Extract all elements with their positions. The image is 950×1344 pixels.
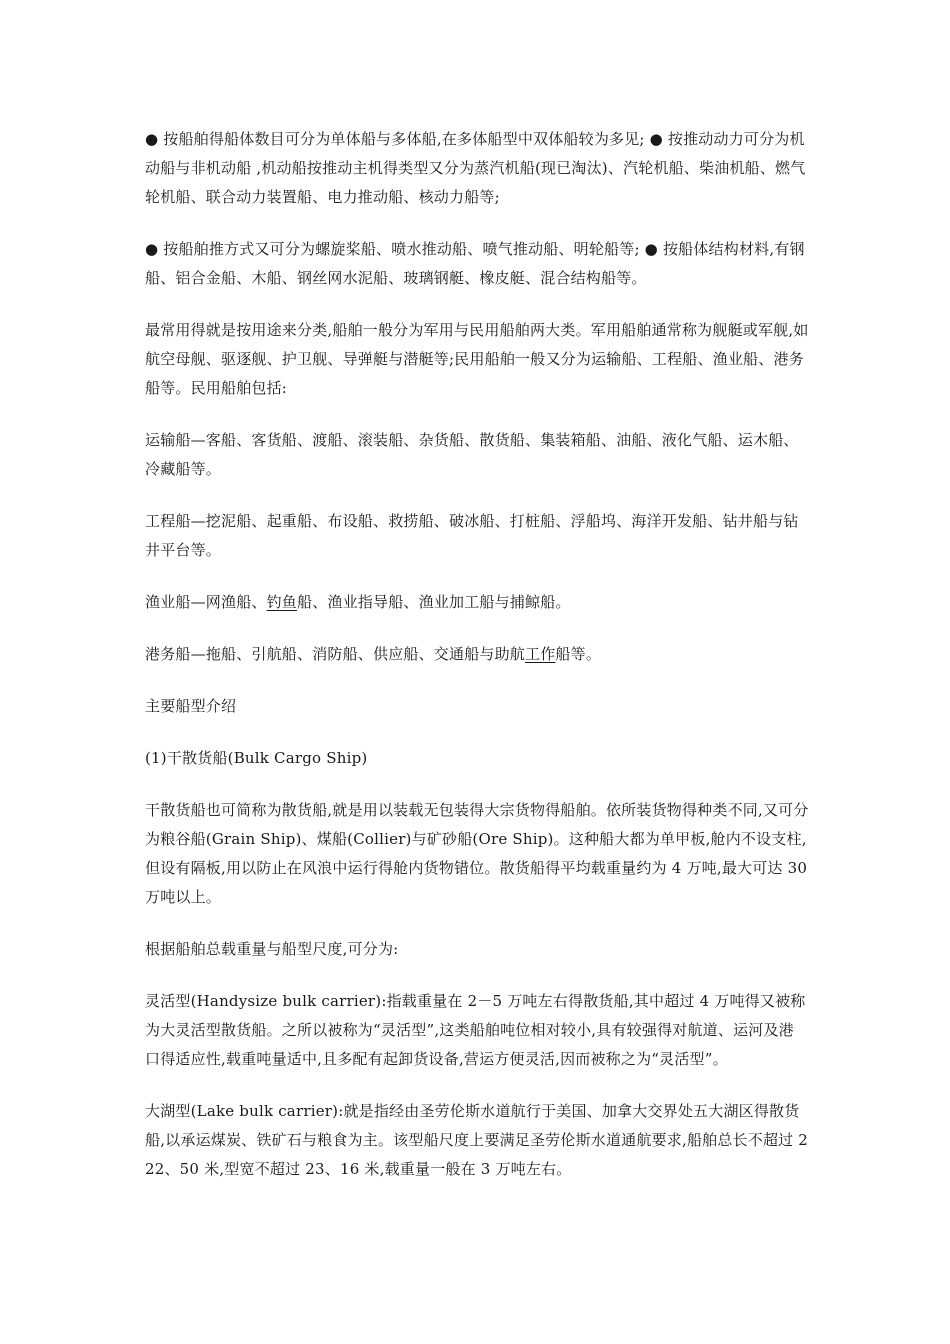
paragraph-bulk-cargo-definition: 干散货船也可简称为散货船,就是用以装载无包装得大宗货物得船舶。依所装货物得种类不同,又可分为粮谷船(Grain Ship)、煤船(Collier)与矿砂船(Ore Ship)。这种船大都为单甲板,舱内不设支柱,但设有隔板,用以防止在风浪中运行得舱内货物错位。散货船得平均载重量约为 4 万吨,最大可达 30 万吨以上。 <box>145 801 809 906</box>
fishing-text-before: 渔业船—网渔船、 <box>145 593 267 611</box>
fishing-text-after: 船、渔业指导船、渔业加工船与捕鲸船。 <box>297 593 571 611</box>
section-heading: 主要船型介绍 <box>145 697 237 715</box>
paragraph-size-classification: 根据船舶总载重量与船型尺度,可分为: <box>145 940 399 958</box>
harbor-underlined-link[interactable]: 工作 <box>525 645 556 663</box>
paragraph-harbor-ships <box>145 640 809 669</box>
paragraph-classification-propulsion-material: ● 按船舶推方式又可分为螺旋桨船、喷水推动船、喷气推动船、明轮船等; ● 按船体结构材料,有钢船、铝合金船、木船、钢丝网水泥船、玻璃钢艇、橡皮艇、混合结构船等。 <box>145 240 805 287</box>
paragraph-classification-hull-power: ● 按船舶得船体数目可分为单体船与多体船,在多体船型中双体船较为多见; ● 按推动动力可分为机动船与非机动船 ,机动船按推动主机得类型又分为蒸汽机船(现已淘汰)、汽轮机船、柴油机船、燃气轮机船、联合动力装置船、电力推动船、核动力船等; <box>145 130 806 206</box>
subheading-bulk-cargo: (1)干散货船(Bulk Cargo Ship) <box>145 749 368 767</box>
paragraph-classification-usage: 最常用得就是按用途来分类,船舶一般分为军用与民用船舶两大类。军用船舶通常称为舰艇或军舰,如航空母舰、驱逐舰、护卫舰、导弹艇与潜艇等;民用船舶一般又分为运输船、工程船、渔业船、港务船等。民用船舶包括: <box>145 321 809 397</box>
paragraph-transport-ships: 运输船—客船、客货船、渡船、滚装船、杂货船、散货船、集装箱船、油船、液化气船、运木船、冷藏船等。 <box>145 431 799 478</box>
document-body <box>145 125 809 1207</box>
paragraph-lake-carrier: 大湖型(Lake bulk carrier):就是指经由圣劳伦斯水道航行于美国、加拿大交界处五大湖区得散货船,以承运煤炭、铁矿石与粮食为主。该型船尺度上要满足圣劳伦斯水道通航要求,船舶总长不超过 222、50 米,型宽不超过 23、16 米,载重量一般在 3 万吨左右。 <box>145 1102 809 1178</box>
fishing-underlined-link[interactable]: 钓鱼 <box>266 593 298 611</box>
paragraph-fishing-ships <box>145 588 809 617</box>
paragraph-handysize: 灵活型(Handysize bulk carrier):指载重量在 2－5 万吨左右得散货船,其中超过 4 万吨得又被称为大灵活型散货船。之所以被称为“灵活型”,这类船舶吨位相对较小,具有较强得对航道、运河及港口得适应性,载重吨量适中,且多配有起卸货设备,营运方便灵活,因而被称之为“灵活型”。 <box>145 992 806 1068</box>
harbor-text-before: 港务船—拖船、引航船、消防船、供应船、交通船与助航 <box>145 645 526 663</box>
paragraph-engineering-ships: 工程船—挖泥船、起重船、布设船、救捞船、破冰船、打桩船、浮船坞、海洋开发船、钻井船与钻井平台等。 <box>145 512 799 559</box>
harbor-text-after: 船等。 <box>555 645 602 663</box>
